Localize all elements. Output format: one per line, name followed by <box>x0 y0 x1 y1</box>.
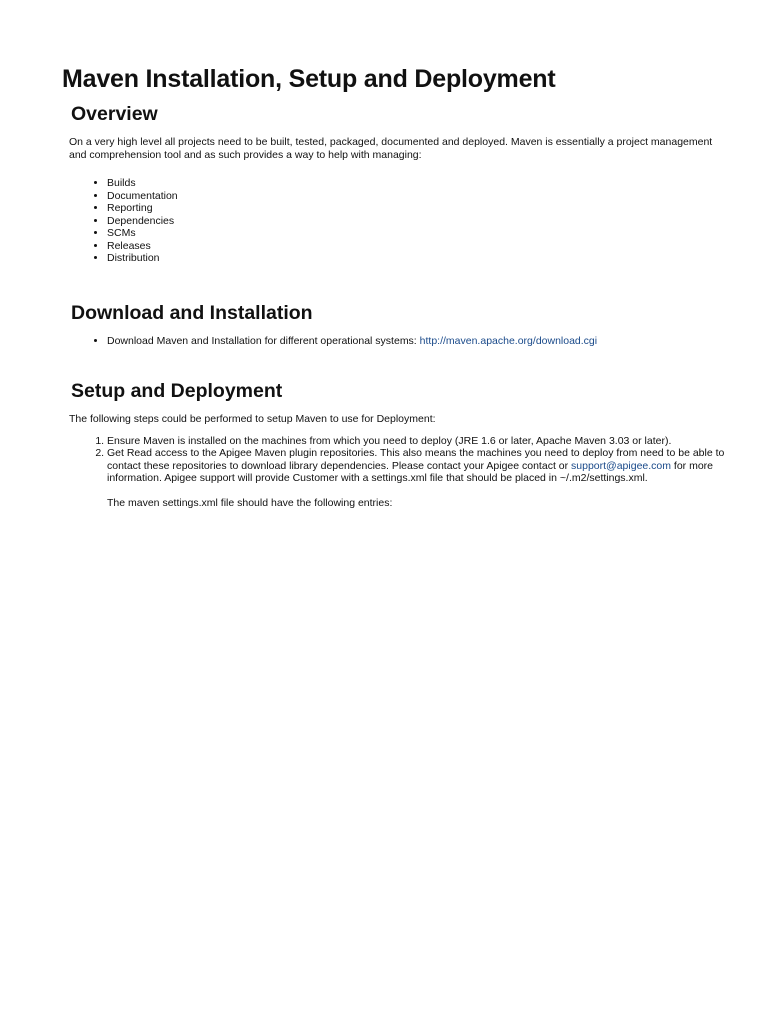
setup-step-2-text: Get Read access to the Apigee Maven plugin repositories. This also means the machines you need to deploy from need to be able to contact these repositories to download library dependencies. Please contact your Apigee contact or <box>107 447 725 472</box>
setup-heading: Setup and Deployment <box>71 380 283 402</box>
setup-step-1: 1. Ensure Maven is installed on the machines from which you need to deploy (JRE 1.6 or later, Apache Maven 3.03 or later). <box>107 435 728 448</box>
list-item: • Reporting <box>107 202 728 215</box>
download-list <box>62 335 728 348</box>
maven-download-link[interactable]: http://maven.apache.org/download.cgi <box>419 334 598 347</box>
overview-section <box>62 102 728 265</box>
list-item: • Documentation <box>107 190 728 203</box>
overview-list <box>62 177 728 265</box>
list-item: • Releases <box>107 240 728 253</box>
download-section <box>62 301 728 348</box>
settings-note: The maven settings.xml file should have the following entries: <box>107 496 393 509</box>
list-item: • Builds <box>107 177 728 190</box>
overview-heading: Overview <box>71 103 158 125</box>
list-item: • Distribution <box>107 252 728 265</box>
setup-intro: The following steps could be performed to setup Maven to use for Deployment: <box>69 413 436 425</box>
list-item: • Dependencies <box>107 215 728 228</box>
support-email-link[interactable]: support@apigee.com <box>571 459 671 472</box>
overview-intro: On a very high level all projects need to be built, tested, packaged, documented and deployed. Maven is essentially a project management and comprehension tool and as such provides a way to help with managing: <box>69 136 713 161</box>
setup-step-2 <box>107 447 728 485</box>
setup-steps-list <box>62 435 728 485</box>
setup-section <box>62 379 728 509</box>
download-item-text: Download Maven and Installation for different operational systems: <box>107 334 420 347</box>
document-title: Maven Installation, Setup and Deployment <box>62 65 556 93</box>
list-item <box>107 335 728 348</box>
setup-step-2-text-end: for more information. Apigee support will provide Customer with a settings.xml file that should be placed in ~/.m2/settings.xml. <box>107 459 714 484</box>
download-heading: Download and Installation <box>71 301 313 324</box>
list-item: • SCMs <box>107 227 728 240</box>
